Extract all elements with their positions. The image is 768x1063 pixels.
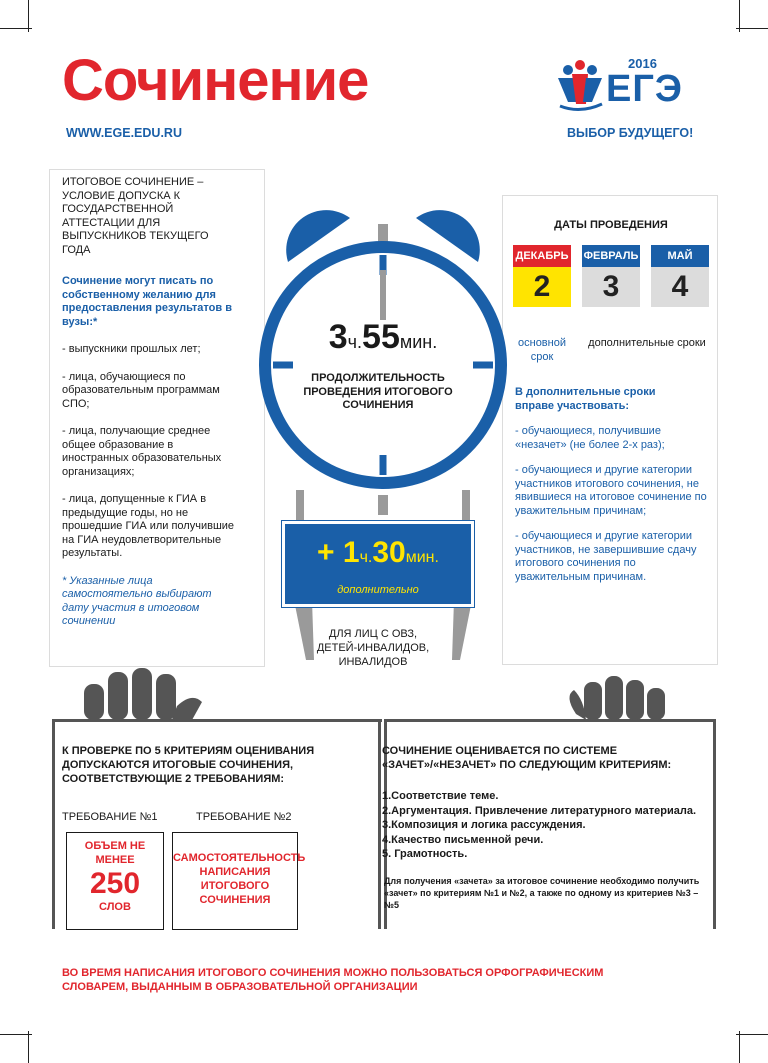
date-month: ФЕВРАЛЬ: [582, 245, 640, 267]
date-month: МАЙ: [651, 245, 709, 267]
extra-time-box: [282, 521, 474, 607]
left-item: - лица, обучающиеся по образовательным программам СПО;: [62, 370, 220, 410]
page-title: Сочинение: [62, 48, 369, 113]
date-february: [582, 245, 640, 307]
site-url[interactable]: WWW.EGE.EDU.RU: [66, 126, 182, 140]
extra-dates-title: В дополнительные сроки вправе участвовать:: [515, 386, 656, 412]
duration-hours: 3: [328, 318, 348, 356]
extra-dates-item: - обучающиеся и другие категории участников, не завершившие сдачу итогового сочинения по уважительным причинам.: [515, 530, 697, 583]
crop-mark: [739, 1031, 740, 1063]
left-item: - лица, допущенные к ГИА в предыдущие годы, но не прошедшие ГИА или получившие на ГИА неудовлетворительные результаты.: [62, 493, 235, 559]
criteria-title: СОЧИНЕНИЕ ОЦЕНИВАЕТСЯ ПО СИСТЕМЕ «ЗАЧЕТ»/«НЕЗАЧЕТ» ПО СЛЕДУЮЩИМ КРИТЕРИЯМ:: [382, 745, 672, 771]
requirements-title: К ПРОВЕРКЕ ПО 5 КРИТЕРИЯМ ОЦЕНИВАНИЯ ДОПУСКАЮТСЯ ИТОГОВЫЕ СОЧИНЕНИЯ, СООТВЕТСТВУЮЩИЕ 2 ТРЕБОВАНИЯМ:: [62, 745, 315, 785]
date-day: 2: [513, 267, 571, 307]
extra-hours: + 1: [317, 536, 360, 569]
extra-minutes: 30: [372, 536, 406, 569]
criteria-note: Для получения «зачета» за итоговое сочинение необходимо получить «зачет» по критериям №1 и №2, а также по одному из критериев №3 – №5: [384, 876, 700, 910]
duration-minutes-unit: мин.: [399, 332, 438, 352]
extra-dates-label: дополнительные сроки: [588, 337, 706, 349]
crop-mark: [736, 1034, 768, 1035]
requirement-2-text: САМОСТОЯТЕЛЬНОСТЬ НАПИСАНИЯ ИТОГОВОГО СОЧИНЕНИЯ: [173, 852, 306, 906]
crop-mark: [736, 28, 768, 29]
hand-icon: [52, 662, 382, 722]
slogan: ВЫБОР БУДУЩЕГО!: [567, 126, 694, 140]
left-item: - лица, получающие среднее общее образование в иностранных образовательных организациях;: [62, 425, 222, 478]
criteria-item: 5. Грамотность.: [382, 848, 468, 860]
crop-mark: [28, 1031, 29, 1063]
left-item: - выпускники прошлых лет;: [62, 343, 201, 355]
requirement-1-box: [66, 832, 164, 930]
extra-minutes-unit: мин.: [405, 549, 439, 566]
date-december: [513, 245, 571, 307]
left-column: [62, 176, 252, 643]
date-day: 4: [651, 267, 709, 307]
criteria-item: 2.Аргументация. Привлечение литературного материала.: [382, 804, 697, 817]
main-date-label: основной срок: [518, 337, 566, 363]
logo-year: 2016: [628, 56, 657, 71]
crop-mark: [0, 28, 32, 29]
date-day: 3: [582, 267, 640, 307]
requirement-1-label: ТРЕБОВАНИЕ №1: [62, 811, 158, 823]
divider: [378, 719, 381, 929]
duration-minutes: 55: [362, 318, 400, 356]
requirement-1-unit: СЛОВ: [99, 901, 131, 913]
dates-title: ДАТЫ ПРОВЕДЕНИЯ: [554, 219, 668, 231]
extra-dates-item: - обучающиеся, получившие «незачет» (не более 2-х раз);: [515, 425, 665, 451]
requirement-2-label: ТРЕБОВАНИЕ №2: [196, 811, 292, 823]
ege-logo: [556, 56, 706, 118]
crop-mark: [0, 1034, 32, 1035]
right-column: [515, 386, 707, 596]
extra-hours-unit: ч.: [359, 549, 373, 566]
extra-time-for: ДЛЯ ЛИЦ С ОВЗ, ДЕТЕЙ-ИНВАЛИДОВ, ИНВАЛИДОВ: [316, 628, 430, 668]
criteria-list: [382, 789, 712, 862]
logo-text: ЕГЭ: [606, 68, 683, 110]
criteria-item: 4.Качество письменной речи.: [382, 833, 544, 846]
extra-time-value: [285, 536, 471, 570]
footnote: * Указанные лица самостоятельно выбирают дату участия в итоговом сочинении: [62, 574, 212, 627]
footer-note: ВО ВРЕМЯ НАПИСАНИЯ ИТОГОВОГО СОЧИНЕНИЯ МОЖНО ПОЛЬЗОВАТЬСЯ ОРФОГРАФИЧЕСКИМ СЛОВАРЕМ, ВЫДАННЫМ В ОБРАЗОВАТЕЛЬНОЙ ОРГАНИЗАЦИИ: [62, 967, 604, 993]
duration-hours-unit: ч.: [347, 332, 363, 352]
criteria-item: 1.Соответствие теме.: [382, 790, 499, 802]
hand-icon: [386, 670, 716, 722]
divider: [52, 719, 55, 929]
intro-text: ИТОГОВОЕ СОЧИНЕНИЕ – УСЛОВИЕ ДОПУСКА К ГОСУДАРСТВЕННОЙ АТТЕСТАЦИИ ДЛЯ ВЫПУСКНИКОВ ТЕКУЩЕГО ГОДА: [62, 176, 209, 256]
requirement-1-top: ОБЪЕМ НЕ МЕНЕЕ: [84, 840, 146, 866]
extra-time-label: дополнительно: [337, 584, 419, 596]
requirement-1-number: 250: [89, 867, 141, 900]
who-can-text: Сочинение могут писать по собственному желанию для предоставления результатов в вузы:*: [62, 275, 232, 328]
requirement-2-box: [172, 832, 306, 930]
extra-dates-item: - обучающиеся и другие категории участников итогового сочинения, не явившиеся на итоговое сочинение по уважительным причинам;: [515, 464, 707, 517]
duration-caption: ПРОДОЛЖИТЕЛЬНОСТЬ ПРОВЕДЕНИЯ ИТОГОВОГО СОЧИНЕНИЯ: [303, 372, 453, 411]
criteria-item: 3.Композиция и логика рассуждения.: [382, 819, 586, 831]
duration: [258, 318, 508, 357]
date-month: ДЕКАБРЬ: [513, 245, 571, 267]
date-may: [651, 245, 709, 307]
